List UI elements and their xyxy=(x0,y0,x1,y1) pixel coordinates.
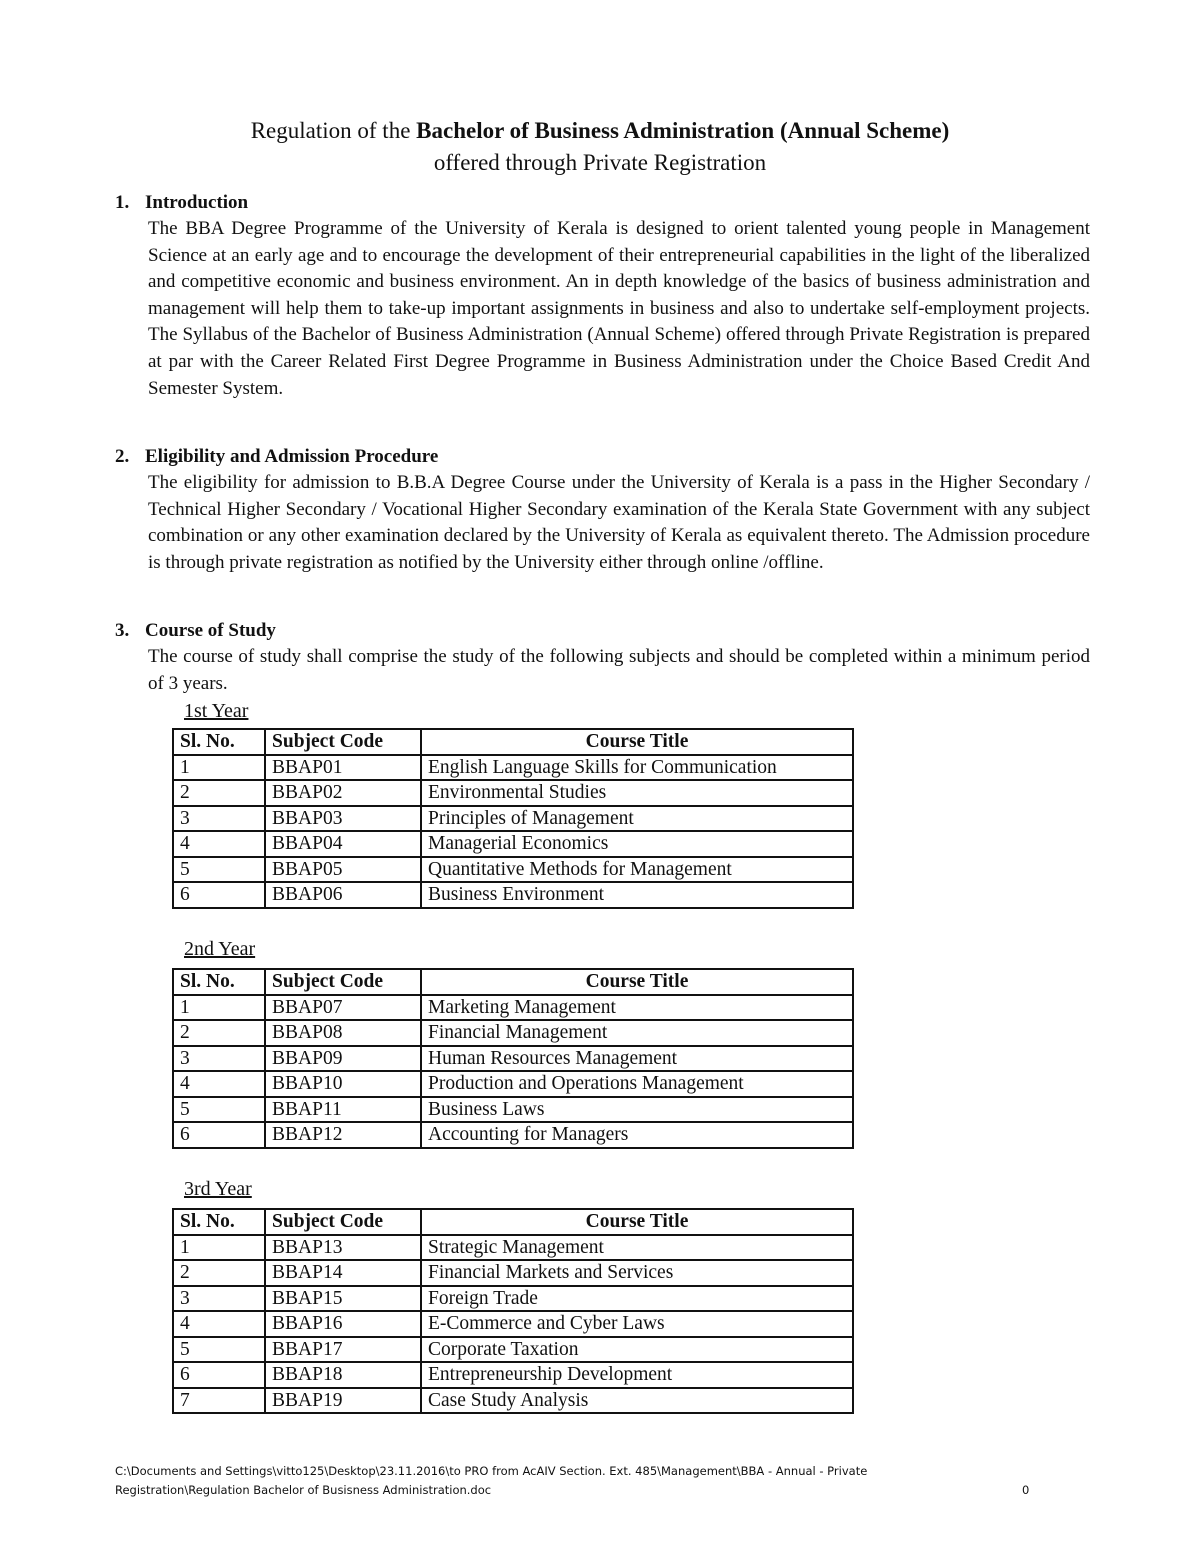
section-eligibility xyxy=(115,444,1090,576)
cell-subject-code: BBAP03 xyxy=(265,806,421,832)
section-title: Eligibility and Admission Procedure xyxy=(145,446,439,467)
cell-course-title: Managerial Economics xyxy=(421,831,853,857)
table-row xyxy=(173,1020,853,1046)
cell-course-title: Business Environment xyxy=(421,882,853,908)
cell-subject-code: BBAP16 xyxy=(265,1311,421,1337)
cell-course-title: Foreign Trade xyxy=(421,1286,853,1312)
cell-course-title: English Language Skills for Communication xyxy=(421,755,853,781)
cell-subject-code: BBAP15 xyxy=(265,1286,421,1312)
header-course-title: Course Title xyxy=(421,729,853,755)
cell-sl-no: 5 xyxy=(173,1337,265,1363)
table-row xyxy=(173,1046,853,1072)
cell-sl-no: 3 xyxy=(173,1046,265,1072)
table-row xyxy=(173,995,853,1021)
header-subject-code: Subject Code xyxy=(265,1209,421,1235)
year-label-1: 1st Year xyxy=(184,700,249,722)
table-row xyxy=(173,1122,853,1148)
cell-subject-code: BBAP06 xyxy=(265,882,421,908)
section-heading xyxy=(115,190,1090,216)
section-introduction xyxy=(115,190,1090,402)
cell-course-title: Human Resources Management xyxy=(421,1046,853,1072)
table-header-row xyxy=(173,969,853,995)
cell-sl-no: 3 xyxy=(173,806,265,832)
cell-course-title: Production and Operations Management xyxy=(421,1071,853,1097)
cell-subject-code: BBAP12 xyxy=(265,1122,421,1148)
table-row xyxy=(173,1235,853,1261)
section-paragraph: The eligibility for admission to B.B.A Degree Course under the University of Kerala is a pass in the Higher Secondary / Technical Higher Secondary / Vocational Higher Secondary examination of the Kerala State Government with any subject combination or any other examination declared by the University of Kerala as equivalent thereto. The Admission procedure is through private registration as notified by the University either through online /offline. xyxy=(148,472,1090,573)
table-row xyxy=(173,1097,853,1123)
course-table-year-3 xyxy=(172,1208,854,1414)
cell-course-title: Quantitative Methods for Management xyxy=(421,857,853,883)
header-sl-no: Sl. No. xyxy=(173,969,265,995)
cell-subject-code: BBAP07 xyxy=(265,995,421,1021)
cell-course-title: Strategic Management xyxy=(421,1235,853,1261)
cell-sl-no: 3 xyxy=(173,1286,265,1312)
section-heading xyxy=(115,618,1090,644)
cell-sl-no: 5 xyxy=(173,857,265,883)
cell-course-title: Entrepreneurship Development xyxy=(421,1362,853,1388)
cell-sl-no: 6 xyxy=(173,1122,265,1148)
footer-file-path-line2: Registration\Regulation Bachelor of Busisness Administration.doc xyxy=(115,1483,492,1497)
footer-file-path-line1: C:\Documents and Settings\vitto125\Desktop\23.11.2016\to PRO from AcAIV Section. Ext. 485\Management\BBA - Annual - Private xyxy=(115,1464,868,1478)
course-table-year-1 xyxy=(172,728,854,909)
cell-subject-code: BBAP01 xyxy=(265,755,421,781)
table-row xyxy=(173,1286,853,1312)
header-subject-code: Subject Code xyxy=(265,729,421,755)
cell-course-title: Corporate Taxation xyxy=(421,1337,853,1363)
document-subtitle: offered through Private Registration xyxy=(433,150,767,175)
course-table-year-2 xyxy=(172,968,854,1149)
cell-course-title: Financial Management xyxy=(421,1020,853,1046)
section-paragraph: The course of study shall comprise the study of the following subjects and should be completed within a minimum period of 3 years. xyxy=(148,646,1090,694)
section-number: 1. xyxy=(115,192,130,213)
table-header-row xyxy=(173,1209,853,1235)
header-course-title: Course Title xyxy=(421,1209,853,1235)
cell-subject-code: BBAP04 xyxy=(265,831,421,857)
cell-subject-code: BBAP14 xyxy=(265,1260,421,1286)
cell-course-title: Financial Markets and Services xyxy=(421,1260,853,1286)
cell-sl-no: 6 xyxy=(173,882,265,908)
cell-sl-no: 2 xyxy=(173,1020,265,1046)
document-title xyxy=(0,116,1200,146)
cell-subject-code: BBAP05 xyxy=(265,857,421,883)
section-title: Course of Study xyxy=(145,620,276,641)
section-heading xyxy=(115,444,1090,470)
table-row xyxy=(173,780,853,806)
header-sl-no: Sl. No. xyxy=(173,1209,265,1235)
section-title: Introduction xyxy=(145,192,249,213)
table-row xyxy=(173,755,853,781)
year-label-2: 2nd Year xyxy=(184,938,256,960)
table-row xyxy=(173,882,853,908)
cell-course-title: Accounting for Managers xyxy=(421,1122,853,1148)
header-course-title: Course Title xyxy=(421,969,853,995)
cell-course-title: Principles of Management xyxy=(421,806,853,832)
cell-sl-no: 4 xyxy=(173,831,265,857)
cell-subject-code: BBAP02 xyxy=(265,780,421,806)
cell-subject-code: BBAP17 xyxy=(265,1337,421,1363)
table-row xyxy=(173,857,853,883)
cell-sl-no: 1 xyxy=(173,755,265,781)
cell-subject-code: BBAP18 xyxy=(265,1362,421,1388)
table-row xyxy=(173,1071,853,1097)
cell-sl-no: 7 xyxy=(173,1388,265,1414)
cell-subject-code: BBAP09 xyxy=(265,1046,421,1072)
table-header-row xyxy=(173,729,853,755)
cell-sl-no: 4 xyxy=(173,1071,265,1097)
section-number: 2. xyxy=(115,446,130,467)
cell-subject-code: BBAP13 xyxy=(265,1235,421,1261)
cell-sl-no: 2 xyxy=(173,1260,265,1286)
cell-sl-no: 2 xyxy=(173,780,265,806)
section-course-of-study xyxy=(115,618,1090,697)
table-row xyxy=(173,806,853,832)
table-row xyxy=(173,1362,853,1388)
cell-sl-no: 6 xyxy=(173,1362,265,1388)
section-number: 3. xyxy=(115,620,130,641)
cell-course-title: Marketing Management xyxy=(421,995,853,1021)
cell-course-title: Case Study Analysis xyxy=(421,1388,853,1414)
table-row xyxy=(173,1388,853,1414)
cell-course-title: Business Laws xyxy=(421,1097,853,1123)
header-sl-no: Sl. No. xyxy=(173,729,265,755)
cell-subject-code: BBAP10 xyxy=(265,1071,421,1097)
section-paragraph: The BBA Degree Programme of the University of Kerala is designed to orient talented young people in Management Science at an early age and to encourage the development of their entrepreneurial capabilities in the light of the liberalized and competitive economic and business environment. An in depth knowledge of the basics of business administration and management will help them to take-up important assignments in business and also to undertake self-employment projects. The Syllabus of the Bachelor of Business Administration (Annual Scheme) offered through Private Registration is prepared at par with the Career Related First Degree Programme in Business Administration under the Choice Based Credit And Semester System. xyxy=(148,218,1090,399)
cell-course-title: E-Commerce and Cyber Laws xyxy=(421,1311,853,1337)
cell-course-title: Environmental Studies xyxy=(421,780,853,806)
table-row xyxy=(173,1260,853,1286)
cell-subject-code: BBAP19 xyxy=(265,1388,421,1414)
cell-sl-no: 1 xyxy=(173,1235,265,1261)
header-subject-code: Subject Code xyxy=(265,969,421,995)
title-prefix: Regulation of the xyxy=(250,118,417,143)
cell-subject-code: BBAP11 xyxy=(265,1097,421,1123)
cell-subject-code: BBAP08 xyxy=(265,1020,421,1046)
cell-sl-no: 4 xyxy=(173,1311,265,1337)
table-row xyxy=(173,1337,853,1363)
cell-sl-no: 1 xyxy=(173,995,265,1021)
page-number: 0 xyxy=(1022,1483,1030,1497)
table-row xyxy=(173,831,853,857)
title-bold: Bachelor of Business Administration (Annual Scheme) xyxy=(416,118,950,143)
cell-sl-no: 5 xyxy=(173,1097,265,1123)
year-label-3: 3rd Year xyxy=(184,1178,252,1200)
table-row xyxy=(173,1311,853,1337)
